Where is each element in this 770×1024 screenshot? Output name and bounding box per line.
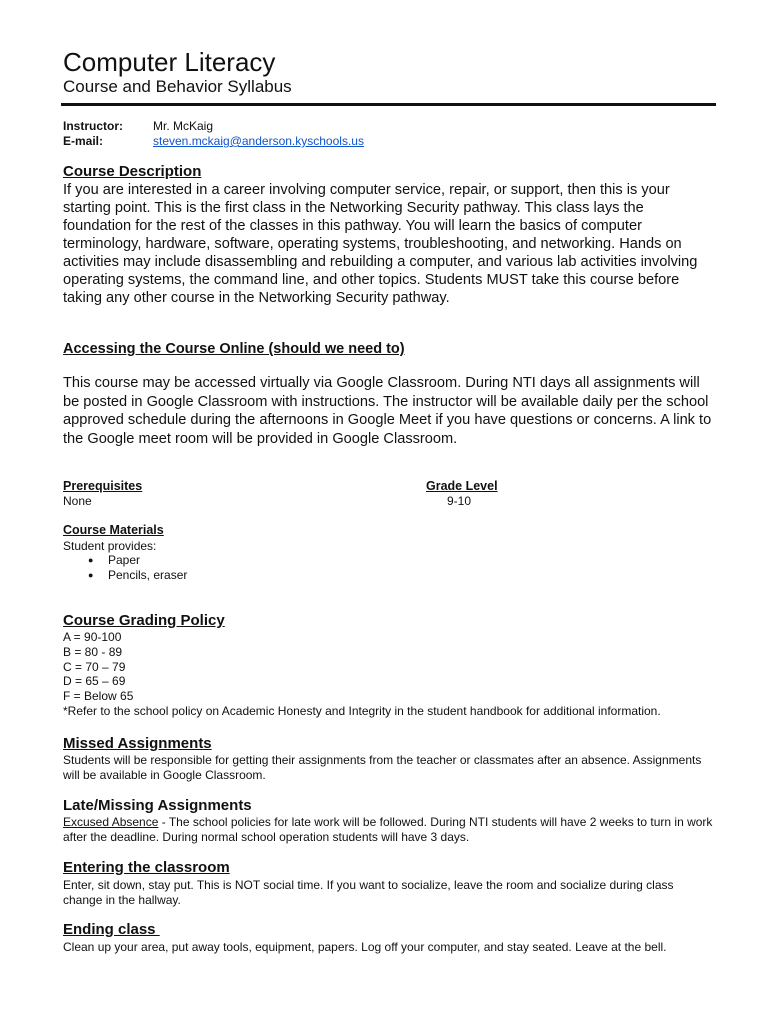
prerequisites-heading: Prerequisites (63, 479, 143, 493)
online-access-text: This course may be accessed virtually via Google Classroom. During NTI days all assignments will be posted in Google Classroom with instructions. The instructor will be available daily per the school approved schedule during the afternoons in Google Meet if you have questions or concerns. A link to the Google meet room will be provided in Google Classroom. (63, 375, 712, 448)
grading-scale (63, 630, 661, 719)
header-divider (61, 103, 716, 106)
grade-line: B = 80 - 89 (63, 644, 123, 659)
email-link[interactable]: steven.mckaig@anderson.kyschools.us (153, 134, 364, 148)
materials-intro: Student provides: (63, 539, 157, 553)
course-description-text: If you are interested in a career involving computer service, repair, or support, then this is your starting point. This is the first class in the Networking Security pathway. This class lays the foundation for the rest of the classes in this pathway. You will learn the basics of computer terminology, hardware, software, operating systems, troubleshooting, and networking. Hands on activities may include disassembling and rebuilding a computer, and various lab activities involving operating systems, the command line, and other topics. Students MUST take this course before taking any other course in the Networking Security pathway. (63, 182, 698, 306)
excused-absence-label: Excused Absence (63, 815, 159, 829)
grading-note: *Refer to the school policy on Academic Honesty and Integrity in the student handbook for additional information. (63, 703, 661, 718)
entering-heading: Entering the classroom (63, 859, 230, 876)
grade-level-heading: Grade Level (426, 479, 498, 493)
grade-line: F = Below 65 (63, 689, 134, 704)
grade-level-value: 9-10 (447, 494, 472, 508)
course-description-heading: Course Description (63, 163, 202, 180)
online-access-heading: Accessing the Course Online (should we need to) (63, 341, 405, 357)
page-subtitle: Course and Behavior Syllabus (63, 77, 292, 96)
ending-text: Clean up your area, put away tools, equipment, papers. Log off your computer, and stay seated. Leave at the bell. (63, 940, 667, 954)
grade-line: D = 65 – 69 (63, 674, 126, 689)
materials-heading: Course Materials (63, 523, 164, 537)
late-assignments-text (63, 815, 713, 845)
late-policy-text: - The school policies for late work will be followed. During NTI students will have 2 weeks to turn in work after the deadline. During normal school operation students will have 3 days. (63, 815, 713, 844)
page-title: Computer Literacy (63, 47, 276, 77)
prerequisites-value: None (63, 494, 92, 508)
list-item: ● Pencils, eraser (63, 568, 187, 583)
instructor-label: Instructor: (63, 119, 123, 133)
late-assignments-heading: Late/Missing Assignments (63, 797, 252, 814)
email-label: E-mail: (63, 134, 104, 148)
grading-heading: Course Grading Policy (63, 612, 225, 629)
entering-text: Enter, sit down, stay put. This is NOT social time. If you want to socialize, leave the room and socialize during class change in the hallway. (63, 878, 674, 907)
instructor-value: Mr. McKaig (153, 119, 214, 133)
ending-heading: Ending class (63, 921, 160, 938)
missed-assignments-text: Students will be responsible for getting their assignments from the teacher or classmates after an absence. Assignments will be available in Google Classroom. (63, 753, 702, 782)
materials-list (63, 553, 187, 583)
list-item: ● Paper (63, 553, 187, 568)
missed-assignments-heading: Missed Assignments (63, 735, 212, 752)
grade-line: C = 70 – 79 (63, 659, 126, 674)
grade-line: A = 90-100 (63, 630, 122, 644)
